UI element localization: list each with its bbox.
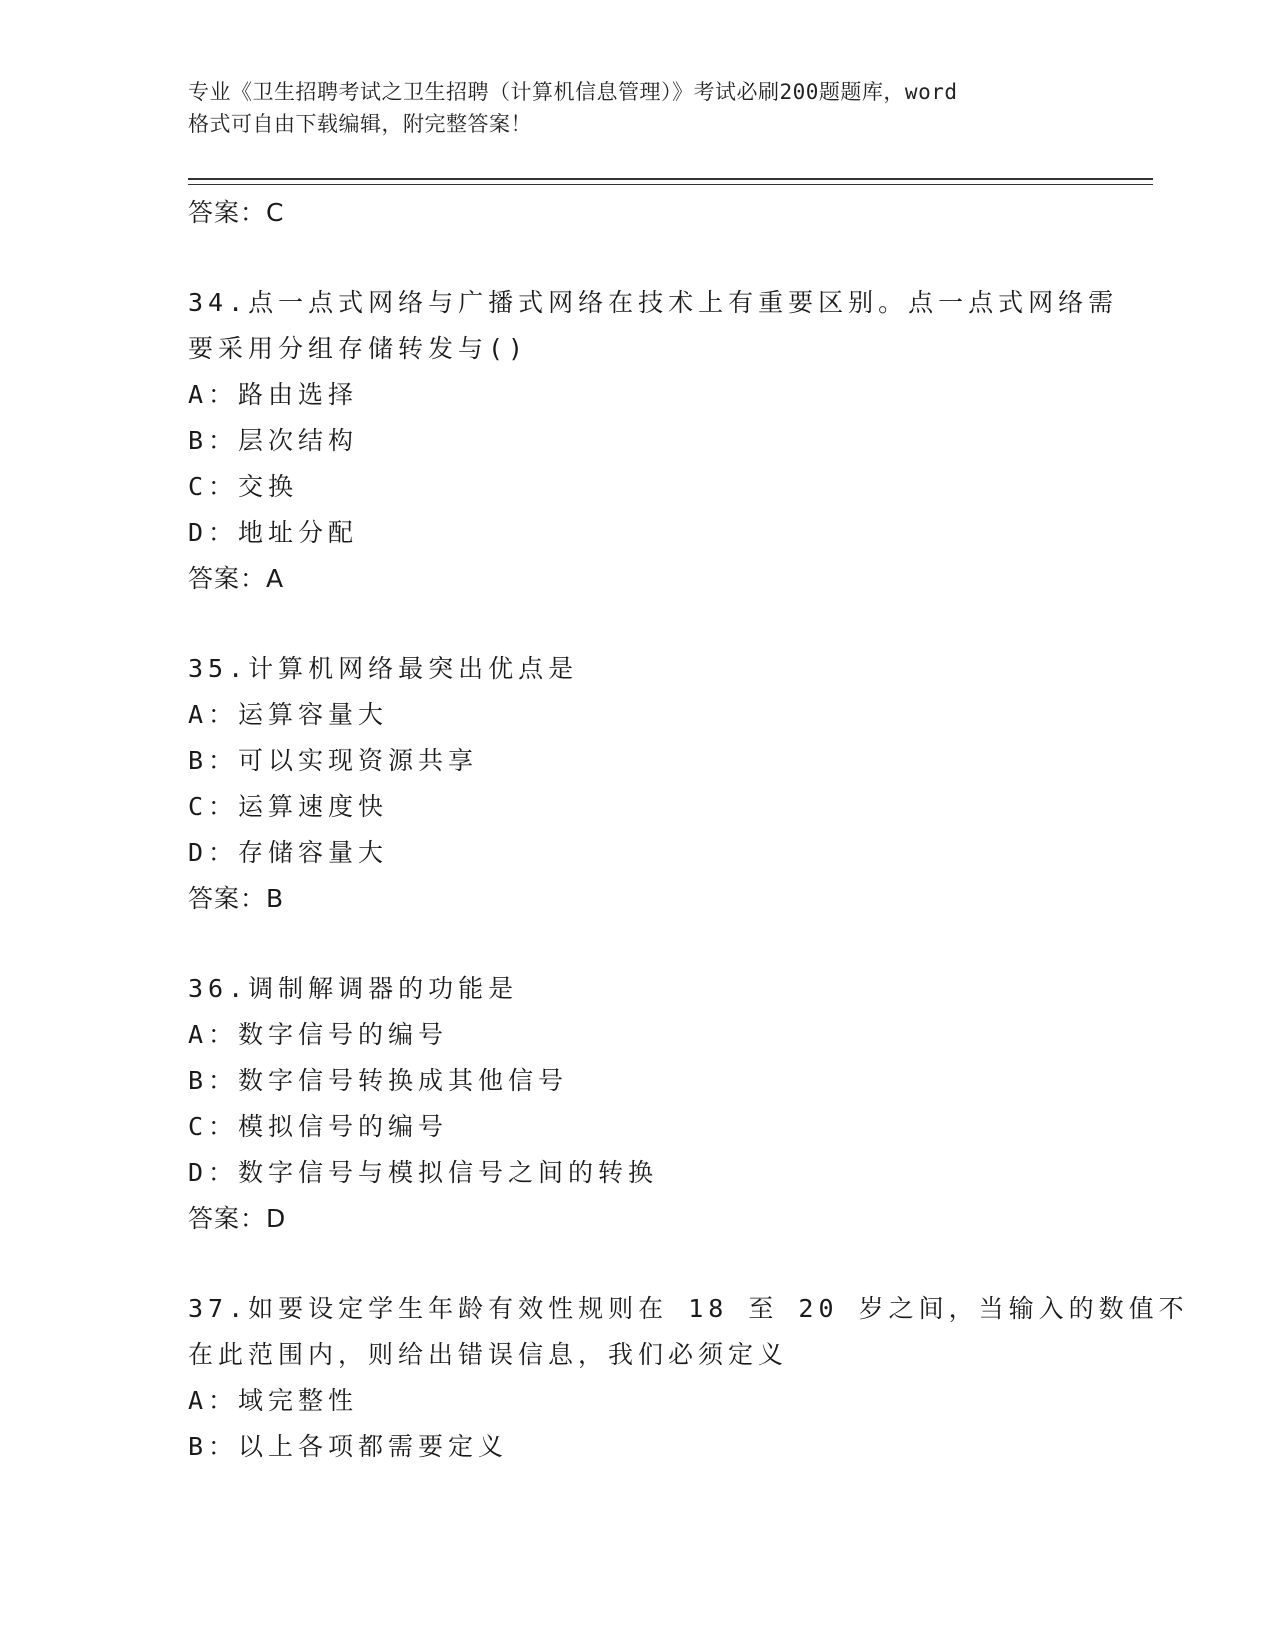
option-a: A：路由选择: [188, 380, 359, 409]
stem-line: 要采用分组存储转发与(): [188, 334, 529, 363]
question-36: [188, 966, 1088, 1242]
spacer: [188, 1242, 1088, 1286]
option-a: A：数字信号的编号: [188, 1020, 449, 1049]
option-d: D：数字信号与模拟信号之间的转换: [188, 1158, 659, 1187]
option-b: B：层次结构: [188, 426, 359, 455]
question-stem: [188, 1286, 1189, 1378]
question-stem: [188, 280, 1119, 372]
option-b: B：可以实现资源共享: [188, 746, 479, 775]
answer: 答案：A: [188, 564, 285, 593]
spacer: [188, 236, 1088, 280]
answer: 答案：B: [188, 884, 285, 913]
option-d: D：存储容量大: [188, 838, 389, 867]
previous-answer: 答案：C: [188, 198, 285, 227]
stem-line: 34.点一点式网络与广播式网络在技术上有重要区别。点一点式网络需: [188, 288, 1119, 317]
stem-line: 35.计算机网络最突出优点是: [188, 654, 579, 683]
spacer: [188, 922, 1088, 966]
header-divider-thin: [188, 184, 1153, 185]
header-divider-thick: [188, 178, 1153, 180]
option-a: A：运算容量大: [188, 700, 389, 729]
header-line-2: 格式可自由下载编辑，附完整答案！: [188, 112, 532, 136]
question-34: [188, 280, 1119, 602]
header-line-1: 专业《卫生招聘考试之卫生招聘（计算机信息管理）》考试必刷200题题库，word: [188, 80, 958, 104]
page-header: [188, 76, 1088, 140]
option-b: B：数字信号转换成其他信号: [188, 1066, 569, 1095]
option-a: A：域完整性: [188, 1386, 359, 1415]
stem-line: 37.如要设定学生年龄有效性规则在 18 至 20 岁之间，当输入的数值不: [188, 1294, 1189, 1323]
option-d: D：地址分配: [188, 518, 359, 547]
question-37: [188, 1286, 1189, 1470]
option-c: C：交换: [188, 472, 299, 501]
question-35: [188, 646, 1088, 922]
question-list: [188, 190, 1189, 1470]
stem-line: 在此范围内，则给出错误信息，我们必须定义: [188, 1340, 789, 1369]
question-stem: [188, 646, 1088, 692]
stem-line: 36.调制解调器的功能是: [188, 974, 519, 1003]
question-stem: [188, 966, 1088, 1012]
spacer: [188, 602, 1088, 646]
option-c: C：模拟信号的编号: [188, 1112, 449, 1141]
answer: 答案：D: [188, 1204, 287, 1233]
option-b: B：以上各项都需要定义: [188, 1432, 509, 1461]
option-c: C：运算速度快: [188, 792, 389, 821]
